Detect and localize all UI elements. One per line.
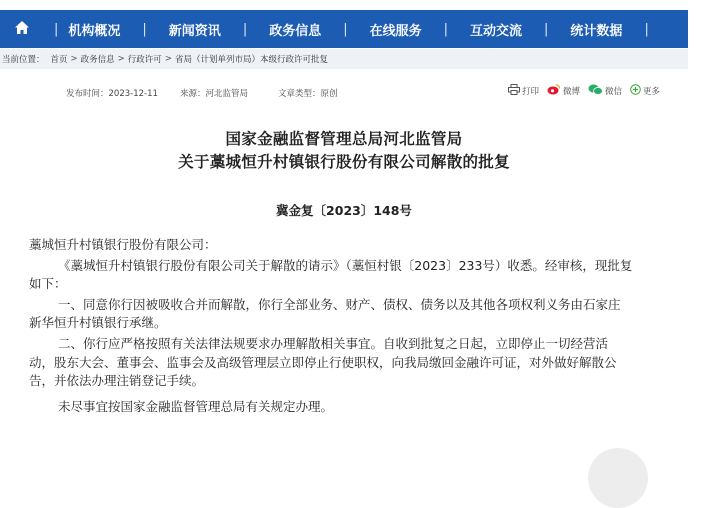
print-label: 打印: [522, 87, 540, 97]
source-label: 来源：: [180, 89, 206, 99]
breadcrumb-separator: >: [70, 54, 78, 64]
wechat-label: 微信: [605, 87, 623, 97]
article-source: [180, 87, 248, 99]
source-value: 河北监管局: [205, 89, 249, 99]
more-label: 更多: [643, 87, 661, 97]
nav-item-news[interactable]: 新闻资讯: [168, 23, 221, 39]
type-label: 文章类型：: [278, 89, 321, 99]
paragraph-line: 新华恒升村镇银行承继。: [29, 315, 167, 330]
article-meta: [0, 80, 688, 102]
nav-separator: |: [644, 21, 649, 37]
salutation: 藁城恒升村镇银行股份有限公司：: [29, 237, 217, 252]
type-value: 原创: [320, 89, 338, 99]
weibo-label: 微博: [563, 87, 581, 97]
publish-date: [66, 87, 158, 99]
paragraph-line: 如下：: [29, 276, 67, 291]
paragraph-line: 《藁城恒升村镇银行股份有限公司关于解散的请示》（藁恒村银〔2023〕233号）收悉。经审核，现批复: [58, 258, 633, 273]
page-right-edge: [688, 0, 710, 465]
plus-circle-icon: [630, 84, 641, 98]
nav-item-government-info[interactable]: 政务信息: [269, 23, 322, 39]
article-title-line-2: 关于藁城恒升村镇银行股份有限公司解散的批复: [178, 153, 510, 171]
breadcrumb: [0, 49, 688, 69]
nav-separator: |: [142, 21, 147, 37]
breadcrumb-item-home[interactable]: 首页: [50, 55, 68, 65]
breadcrumb-item-license-replies[interactable]: 省局（计划单列市局）本级行政许可批复: [174, 55, 328, 65]
home-icon: [14, 20, 30, 39]
breadcrumb-separator: >: [164, 54, 172, 64]
nav-separator: |: [54, 21, 59, 37]
paragraph-line: 二、你行应严格按照有关法律法规要求办理解散相关事宜。自收到批复之日起，立即停止一切经营活: [58, 336, 609, 351]
nav-item-statistics[interactable]: 统计数据: [570, 23, 623, 39]
nav-item-online-services[interactable]: 在线服务: [369, 23, 422, 39]
breadcrumb-prefix: 当前位置：: [2, 55, 45, 65]
breadcrumb-item-administrative-license[interactable]: 行政许可: [127, 55, 162, 65]
home-button[interactable]: [0, 10, 44, 48]
wechat-icon: [588, 84, 603, 98]
weibo-share-button[interactable]: [547, 84, 580, 98]
nav-separator: |: [343, 21, 348, 37]
document-number: 冀金复〔2023〕148号: [276, 203, 412, 218]
article-type: [278, 87, 338, 99]
breadcrumb-item-government-info[interactable]: 政务信息: [80, 55, 115, 65]
nav-item-about[interactable]: 机构概况: [68, 23, 121, 39]
watermark-mark: [588, 448, 648, 508]
nav-separator: |: [443, 21, 449, 37]
nav-separator: |: [242, 21, 248, 37]
paragraph-line: 一、同意你行因被吸收合并而解散，你行全部业务、财产、债权、债务以及其他各项权利义务由石家庄: [58, 297, 621, 312]
printer-icon: [508, 84, 520, 98]
nav-separator: |: [544, 21, 549, 37]
paragraph-line: 告，并依法办理注销登记手续。: [29, 373, 205, 388]
more-share-button[interactable]: [630, 84, 660, 98]
weibo-icon: [547, 84, 561, 98]
nav-item-interaction[interactable]: 互动交流: [470, 23, 523, 39]
share-toolbar: [508, 84, 660, 98]
breadcrumb-separator: >: [117, 54, 125, 64]
article-title-line-1: 国家金融监督管理总局河北监管局: [225, 130, 463, 148]
print-button[interactable]: [508, 84, 539, 98]
paragraph-line: 未尽事宜按国家金融监督管理总局有关规定办理。: [58, 399, 334, 414]
publish-date-label: 发布时间：: [66, 89, 109, 99]
wechat-share-button[interactable]: [588, 84, 622, 98]
top-navigation: [0, 10, 688, 48]
publish-date-value: 2023-12-11: [108, 89, 158, 99]
paragraph-line: 动，股东大会、董事会、监事会及高级管理层立即停止行使职权，向我局缴回金融许可证，对外做好解散公: [29, 355, 617, 370]
